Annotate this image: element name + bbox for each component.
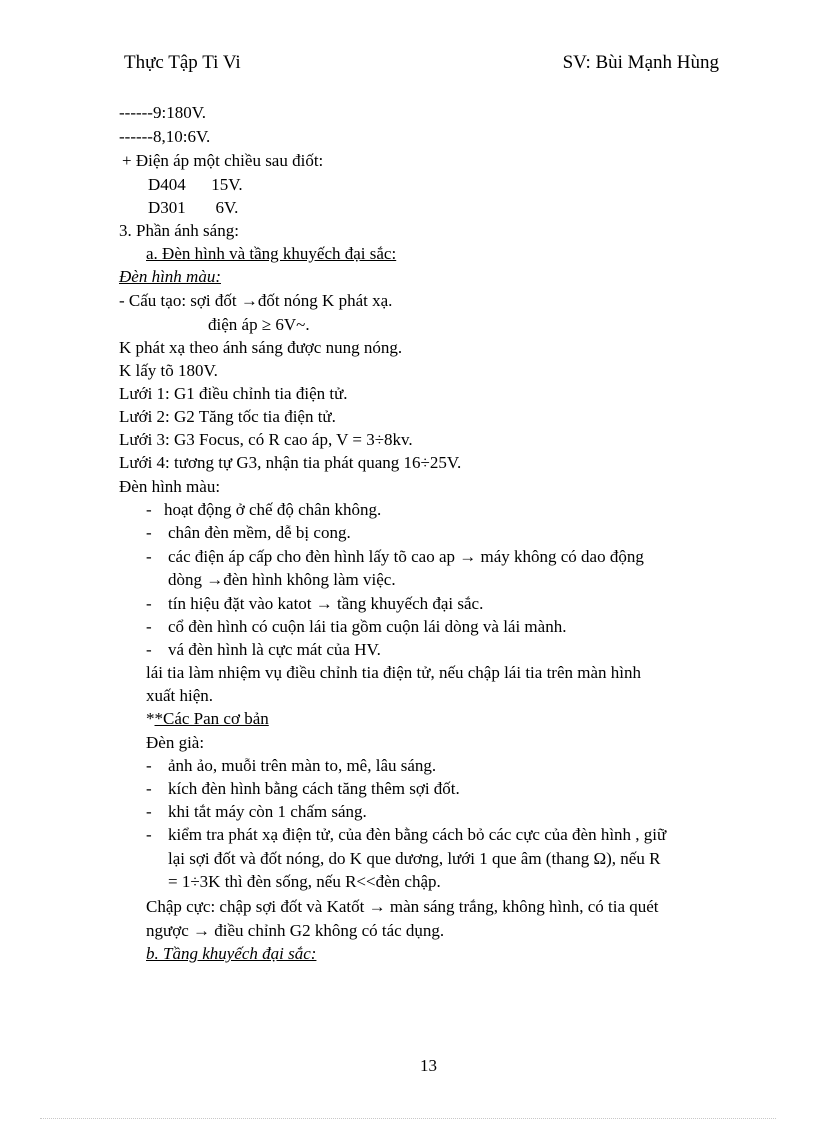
text-line: Lưới 3: G3 Focus, có R cao áp, V = 3÷8kv. — [119, 430, 413, 449]
subsection-heading-b: b. Tầng khuyếch đại sắc: — [146, 944, 317, 963]
bullet-dash: - — [146, 825, 152, 844]
bullet-dash: - — [146, 756, 152, 775]
list-item: hoạt động ở chế độ chân không. — [164, 500, 382, 519]
text-line: Lưới 2: G2 Tăng tốc tia điện tử. — [119, 407, 336, 426]
text-line: D404 15V. — [148, 175, 243, 194]
bullet-dash: - — [146, 500, 152, 519]
list-item: cổ đèn hình có cuộn lái tia gồm cuộn lái dòng và lái mành. — [168, 617, 567, 636]
bottom-divider — [40, 1118, 776, 1119]
text-line: Đèn già: — [146, 733, 205, 752]
text-line: điện áp ≥ 6V~. — [208, 315, 310, 334]
list-item-continued: lại sợi đốt và đốt nóng, do K que dương, lưới 1 que âm (thang Ω), nếu R — [168, 849, 661, 868]
list-item-continued: dòng →đèn hình không làm việc. — [168, 570, 396, 589]
list-item: kích đèn hình bằng cách tăng thêm sợi đốt. — [168, 779, 460, 798]
italic-heading: Đèn hình màu: — [119, 267, 221, 286]
list-item: vá đèn hình là cực mát của HV. — [168, 640, 381, 659]
list-item: tín hiệu đặt vào katot → tầng khuyếch đại sắc. — [168, 594, 484, 613]
pan-heading: **Các Pan cơ bản — [146, 709, 269, 728]
list-item-continued: = 1÷3K thì đèn sống, nếu R<<đèn chập. — [168, 872, 441, 891]
pan-heading-text: *Các Pan cơ bản — [154, 709, 269, 728]
text-line: lái tia làm nhiệm vụ điều chỉnh tia điện tử, nếu chập lái tia trên màn hình — [146, 663, 641, 682]
text-line: Lưới 4: tương tự G3, nhận tia phát quang 16÷25V. — [119, 453, 462, 472]
bullet-dash: - — [146, 617, 152, 636]
text-line: - Cấu tạo: sợi đốt →đốt nóng K phát xạ. — [119, 291, 393, 310]
text-line: ------8,10:6V. — [119, 127, 211, 146]
bullet-dash: - — [146, 640, 152, 659]
text-line: Chập cực: chập sợi đốt và Katốt → màn sáng trắng, không hình, có tia quét — [146, 897, 659, 916]
bullet-dash: - — [146, 547, 152, 566]
text-line: K phát xạ theo ánh sáng được nung nóng. — [119, 338, 403, 357]
list-item: ảnh ảo, muỗi trên màn to, mê, lâu sáng. — [168, 756, 437, 775]
list-item: kiểm tra phát xạ điện tử, của đèn bằng cách bỏ các cực của đèn hình , giữ — [168, 825, 667, 844]
text-line: + Điện áp một chiều sau điốt: — [122, 151, 324, 170]
bullet-dash: - — [146, 594, 152, 613]
text-line: Lưới 1: G1 điều chỉnh tia điện tử. — [119, 384, 348, 403]
page-number: 13 — [420, 1056, 437, 1075]
bullet-dash: - — [146, 523, 152, 542]
text-line: xuất hiện. — [146, 686, 214, 705]
bullet-dash: - — [146, 802, 152, 821]
text-line: ngược → điều chỉnh G2 không có tác dụng. — [146, 921, 445, 940]
subsection-heading: a. Đèn hình và tầng khuyếch đại sắc: — [146, 244, 397, 263]
bullet-dash: - — [146, 779, 152, 798]
header-right-author: SV: Bùi Mạnh Hùng — [562, 52, 719, 73]
text-line: D301 6V. — [148, 198, 239, 217]
text-line: ------9:180V. — [119, 103, 207, 122]
text-line: Đèn hình màu: — [119, 477, 221, 496]
list-item: các điện áp cấp cho đèn hình lấy tõ cao ap → máy không có dao động — [168, 547, 644, 566]
section-heading: 3. Phần ánh sáng: — [119, 221, 239, 240]
list-item: khi tắt máy còn 1 chấm sáng. — [168, 802, 367, 821]
list-item: chân đèn mềm, dễ bị cong. — [168, 523, 351, 542]
text-line: K lấy tõ 180V. — [119, 361, 218, 380]
header-left-title: Thực Tập Ti Vi — [124, 52, 241, 73]
